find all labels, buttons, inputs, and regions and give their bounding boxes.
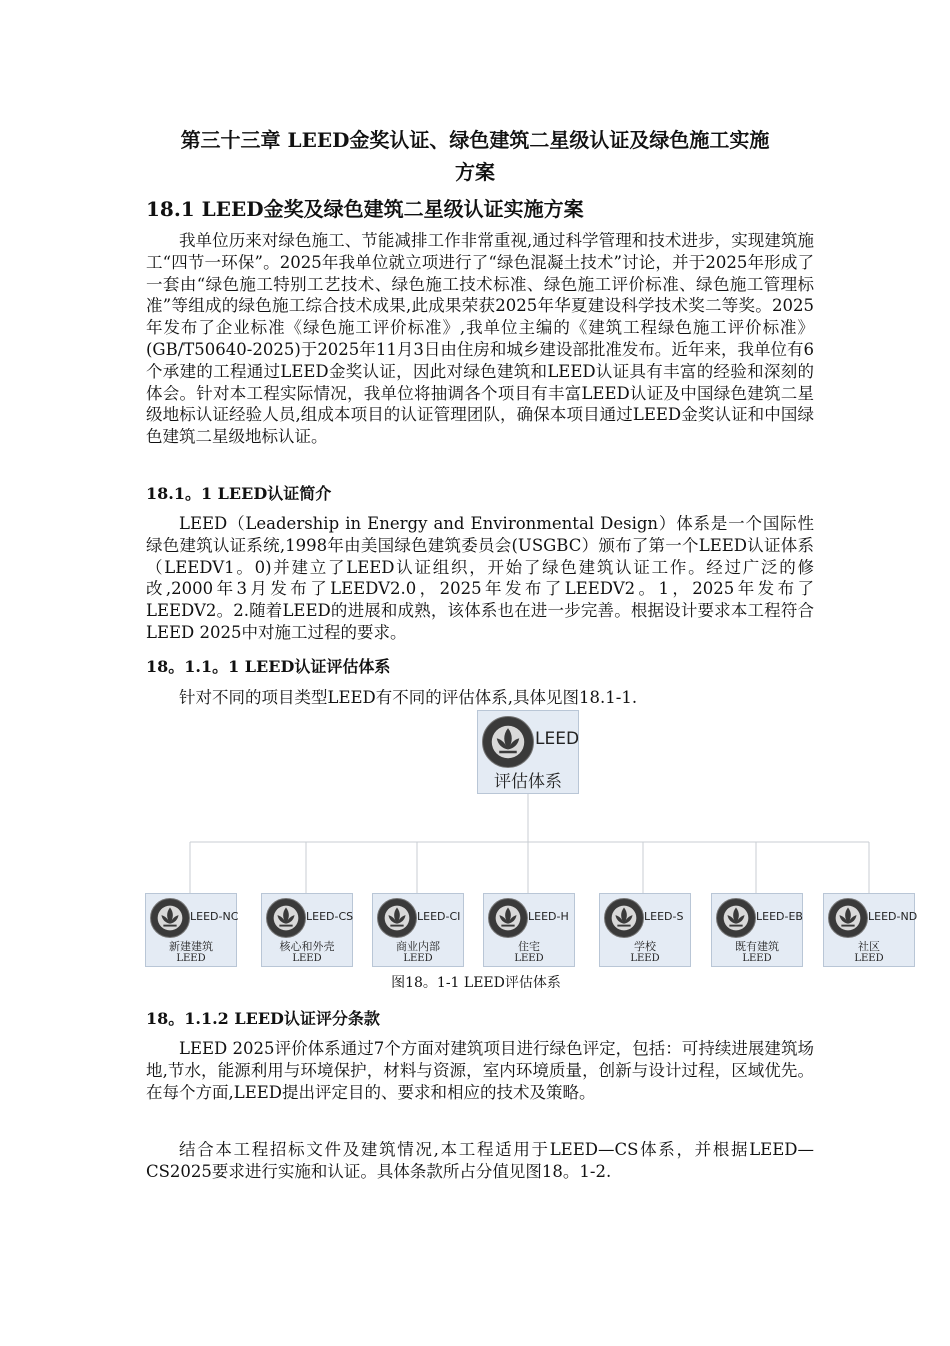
leaf-node-name: 社区: [858, 940, 880, 953]
leaf-node-box: [711, 893, 803, 967]
leaf-node-name: 商业内部: [396, 940, 440, 953]
leaf-node-sub: LEED: [630, 953, 660, 964]
section-heading-18-1-1-2: 18。1.1.2 LEED认证评分条款: [146, 1009, 380, 1028]
leaf-node-box: [261, 893, 353, 967]
section-18-1-1-1-body: 针对不同的项目类型LEED有不同的评估体系,具体见图18.1-1.: [179, 688, 638, 707]
usgbc-logo-icon: [604, 898, 644, 938]
leaf-node-sub: LEED: [514, 953, 544, 964]
section-heading-18-1-1-1: 18。1.1。1 LEED认证评估体系: [146, 657, 391, 676]
leaf-node-sub: LEED: [854, 953, 884, 964]
leaf-node-sub: LEED: [742, 953, 772, 964]
root-node-label: 评估体系: [494, 772, 562, 792]
leaf-node-sub: LEED: [176, 953, 206, 964]
leaf-node-code: LEED-CS: [306, 910, 354, 923]
root-node-code: LEED: [535, 729, 580, 749]
leaf-node-code: LEED-ND: [868, 910, 918, 923]
usgbc-logo-icon: [828, 898, 868, 938]
leaf-node-box: [823, 893, 918, 967]
section-18-1-1-body: LEED（Leadership in Energy and Environmental Design）体系是一个国际性绿色建筑认证系统,1998年由美国绿色建筑委员会(USGBC）颁布了第一个LEED认证体系（LEEDV1。0)并建立了LEED认证组织，开始了绿色建筑认证工作。经过广泛的修改,2000年3月发布了LEEDV2.0，2025年发布了LEEDV2。1，2025年发布了LEEDV2。2.随着LEED的进展和成熟，该体系也在进一步完善。根据设计要求本工程符合LEED 2025中对施工过程的要求。: [146, 514, 814, 642]
leaf-node-name: 新建建筑: [169, 940, 213, 953]
usgbc-logo-icon: [377, 898, 417, 938]
leaf-node-code: LEED-EB: [756, 910, 803, 923]
leaf-node-code: LEED-CI: [417, 910, 461, 923]
chapter-title-line1: 第三十三章 LEED金奖认证、绿色建筑二星级认证及绿色施工实施: [180, 128, 770, 152]
section-heading-18-1-1: 18.1。1 LEED认证简介: [146, 484, 332, 503]
usgbc-logo-icon: [150, 898, 190, 938]
section-18-1-1-2-body1: LEED 2025评价体系通过7个方面对建筑项目进行绿色评定，包括：可持续进展建筑场地,节水，能源利用与环境保护，材料与资源，室内环境质量，创新与设计过程，区域优先。在每个方面,LEED提出评定目的、要求和相应的技术及策略。: [146, 1039, 814, 1102]
figure-caption: 图18。1-1 LEED评估体系: [391, 975, 561, 991]
section-18-1-1-2-body2: 结合本工程招标文件及建筑情况,本工程适用于LEED—CS体系，并根据LEED—CS2025要求进行实施和认证。具体条款所占分值见图18。1-2.: [146, 1140, 814, 1181]
leaf-node-code: LEED-NC: [190, 910, 239, 923]
leaf-node-code: LEED-S: [644, 910, 684, 923]
usgbc-logo-icon: [716, 898, 756, 938]
section-18-1-intro: 我单位历来对绿色施工、节能减排工作非常重视,通过科学管理和技术进步，实现建筑施工“四节一环保”。2025年我单位就立项进行了“绿色混凝土技术”讨论，并于2025年形成了一套由“绿色施工特别工艺技术、绿色施工技术标准、绿色施工评价标准、绿色施工管理标准”等组成的绿色施工综合技术成果,此成果荣获2025年华夏建设科学技术奖二等奖。2025年发布了企业标准《绿色施工评价标准》,我单位主编的《建筑工程绿色施工评价标准》(GB/T50640-2025)于2025年11月3日由住房和城乡建设部批准发布。近年来，我单位有6个承建的工程通过LEED金奖认证，因此对绿色建筑和LEED认证具有丰富的经验和深刻的体会。针对本工程实际情况，我单位将抽调各个项目有丰富LEED认证及中国绿色建筑二星级地标认证经验人员,组成本项目的认证管理团队，确保本项目通过LEED金奖认证和中国绿色建筑二星级地标认证。: [146, 231, 814, 447]
leaf-node-box: [372, 893, 464, 967]
leaf-node-name: 核心和外壳: [279, 940, 335, 953]
leaf-node-code: LEED-H: [528, 910, 569, 923]
leaf-node-sub: LEED: [403, 953, 433, 964]
leaf-node-name: 既有建筑: [735, 940, 779, 953]
leaf-node-sub: LEED: [292, 953, 322, 964]
chapter-title: [120, 124, 830, 188]
usgbc-logo-icon: [488, 898, 528, 938]
chapter-title-line2: 方案: [455, 160, 495, 184]
usgbc-logo-icon: [482, 716, 534, 768]
leaf-node-box: [483, 893, 575, 967]
section-heading-18-1: 18.1 LEED金奖及绿色建筑二星级认证实施方案: [146, 197, 584, 221]
leaf-node-box: [599, 893, 691, 967]
root-node-box: [477, 710, 579, 794]
usgbc-logo-icon: [266, 898, 306, 938]
leaf-node-name: 学校: [634, 940, 656, 953]
leaf-node-name: 住宅: [518, 940, 540, 953]
leaf-node-box: [145, 893, 237, 967]
